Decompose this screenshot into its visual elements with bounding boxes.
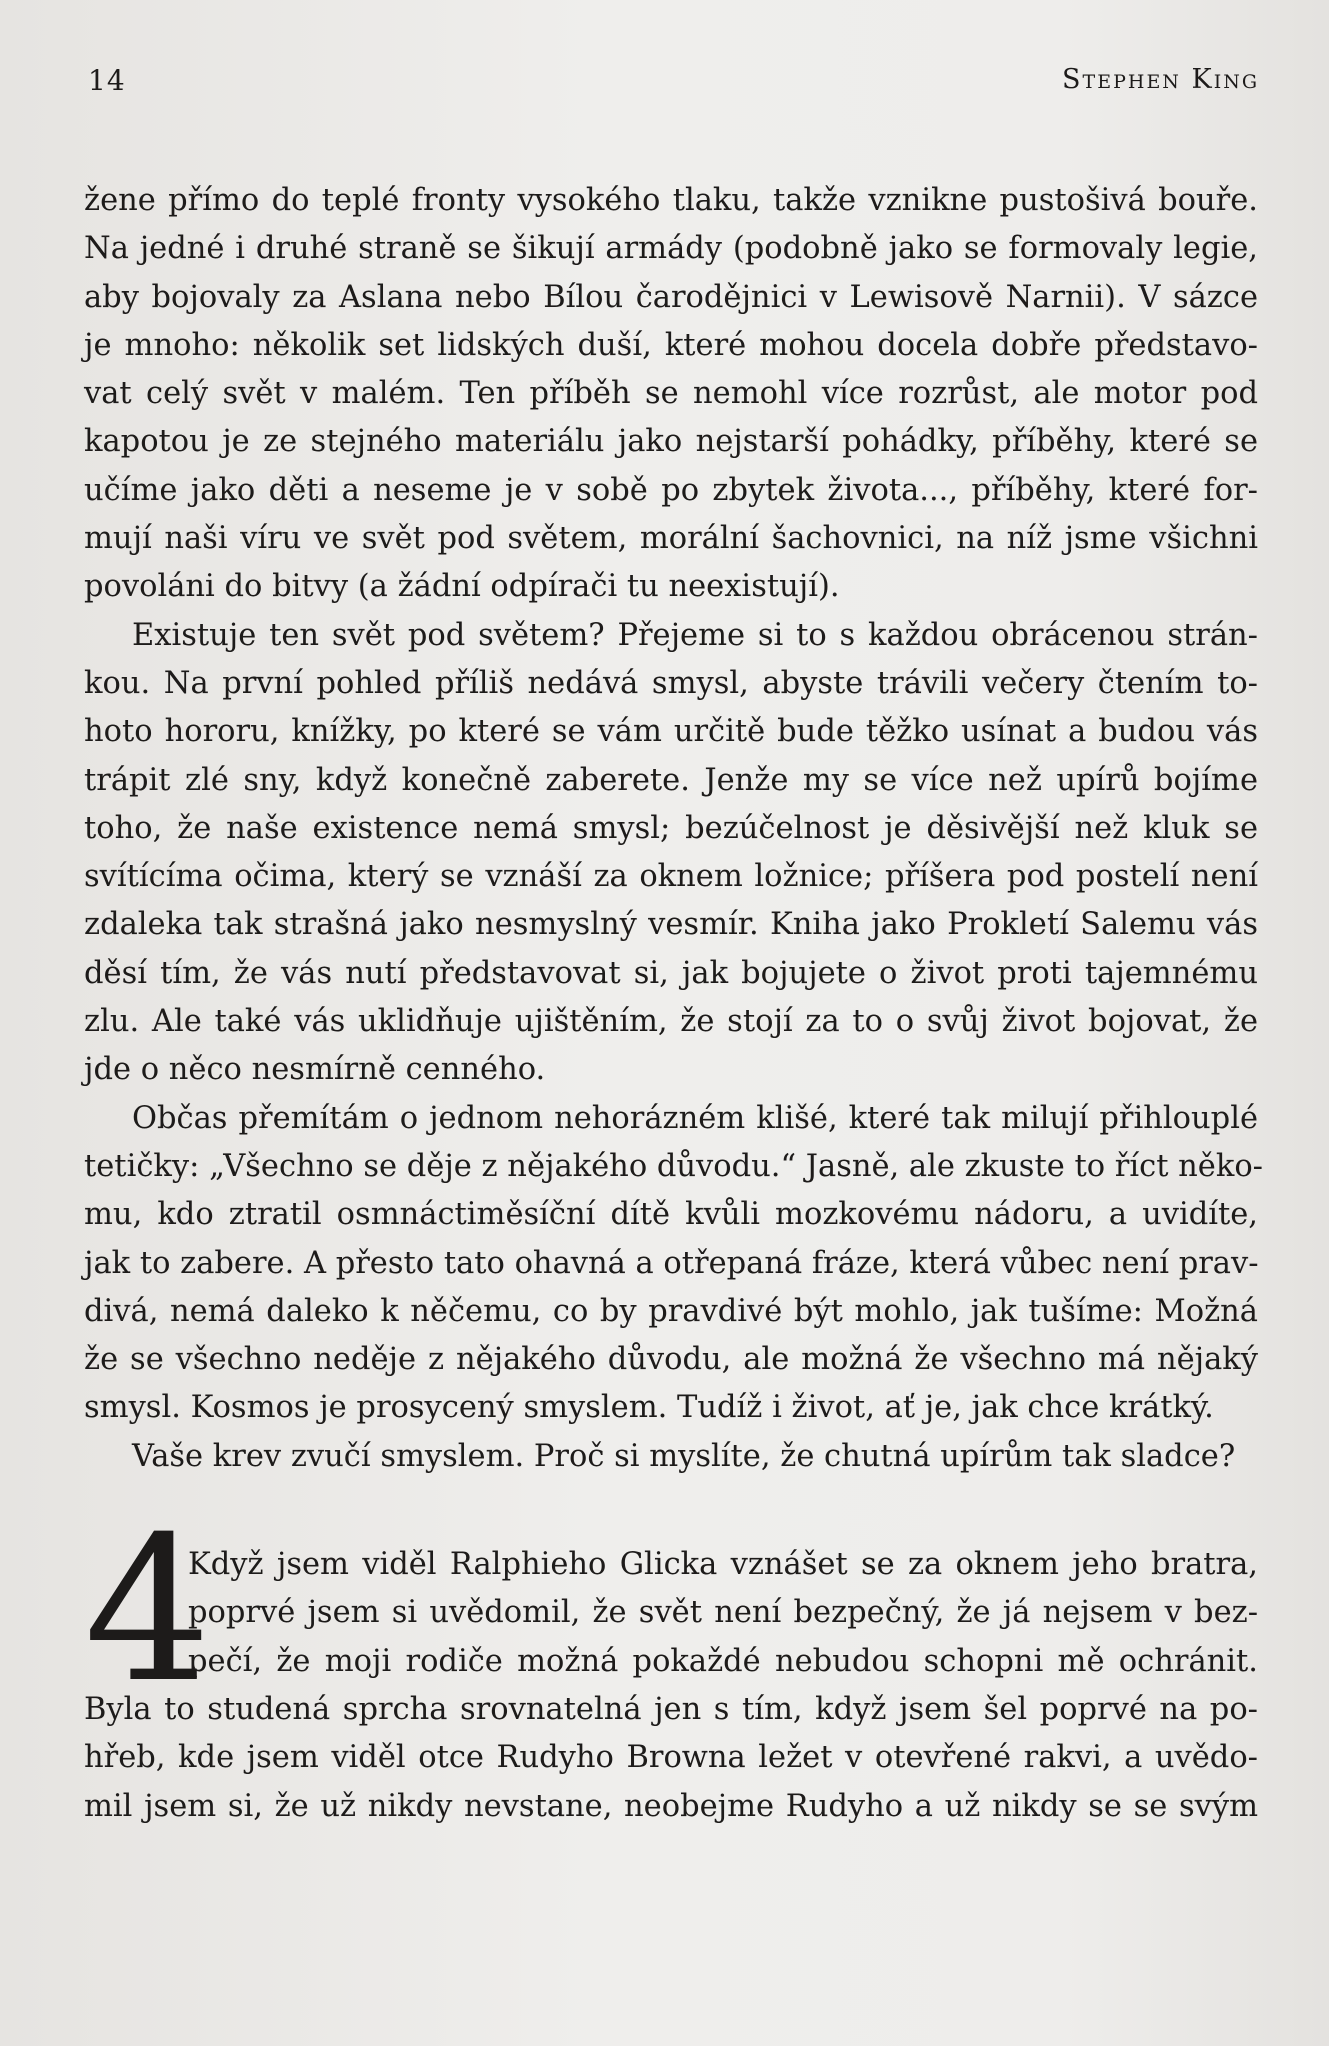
text-line: hoto hororu, knížky, po které se vám určitě bude těžko usínat a budou vás [84, 714, 1258, 750]
text-line: trápit zlé sny, když konečně zaberete. Jenže my se více než upírů bojíme [84, 762, 1258, 798]
text-line: zdaleka tak strašná jako nesmyslný vesmír. Kniha jako Prokletí Salemu vás [84, 907, 1258, 943]
running-head: Stephen King [1062, 64, 1259, 95]
text-line: hřeb, kde jsem viděl otce Rudyho Browna ležet v otevřené rakvi, a uvědo- [84, 1740, 1258, 1776]
text-line: žene přímo do teplé fronty vysokého tlaku, takže vznikne pustošivá bouře. [84, 183, 1258, 218]
chapter-number: 4 [84, 1494, 212, 1728]
text-line: zlu. Ale také vás uklidňuje ujištěním, že stojí za to o svůj život bojovat, že [84, 1004, 1258, 1040]
text-line: divá, nemá daleko k něčemu, co by pravdivé být mohlo, jak tušíme: Možná [84, 1293, 1258, 1329]
text-line: Vaše krev zvučí smyslem. Proč si myslíte, že chutná upírům tak sladce? [132, 1438, 1236, 1474]
chapter-section [84, 1494, 1258, 1831]
text-line: jak to zabere. A přesto tato ohavná a otřepaná fráze, která vůbec není prav- [84, 1245, 1259, 1281]
page-number: 14 [88, 64, 126, 97]
text-line: pečí, že moji rodiče možná pokaždé nebudou schopni mě ochránit. [188, 1643, 1258, 1679]
text-line: vat celý svět v malém. Ten příběh se nemohl více rozrůst, ale motor pod [84, 376, 1258, 412]
text-line: Byla to studená sprcha srovnatelná jen s tím, když jsem šel poprvé na po- [84, 1691, 1258, 1727]
text-line: kou. Na první pohled příliš nedává smysl, abyste trávili večery čtením to- [84, 665, 1258, 701]
section-gap [84, 1481, 1258, 1541]
text-line: tetičky: „Všechno se děje z nějakého důvodu.“ Jasně, ale zkuste to říct něko- [84, 1148, 1263, 1184]
text-line: kapotou je ze stejného materiálu jako nejstarší pohádky, příběhy, které se [84, 424, 1258, 460]
text-line: mu, kdo ztratil osmnáctiměsíční dítě kvůli mozkovému nádoru, a uvidíte, [84, 1197, 1258, 1233]
text-line: Občas přemítám o jednom nehorázném klišé, které tak milují přihlouplé [132, 1100, 1258, 1136]
text-line: je mnoho: několik set lidských duší, které mohou docela dobře představo- [84, 327, 1258, 363]
text-line: svítícíma očima, který se vznáší za oknem ložnice; příšera pod postelí není [84, 859, 1258, 895]
text-line: toho, že naše existence nemá smysl; bezúčelnost je děsivější než kluk se [84, 810, 1258, 846]
body-text [84, 177, 1263, 1831]
text-line: že se všechno neděje z nějakého důvodu, ale možná že všechno má nějaký [84, 1342, 1258, 1378]
text-line: smysl. Kosmos je prosycený smyslem. Tudíž i život, ať je, jak chce krátký. [84, 1390, 1214, 1426]
text-line: učíme jako děti a neseme je v sobě po zbytek života..., příběhy, které for- [84, 472, 1258, 508]
text-line: Na jedné i druhé straně se šikují armády (podobně jako se formovaly legie, [84, 231, 1258, 267]
text-line: poprvé jsem si uvědomil, že svět není bezpečný, že já nejsem v bez- [188, 1595, 1258, 1631]
text-line: mují naši víru ve svět pod světem, morální šachovnici, na níž jsme všichni [84, 521, 1258, 557]
text-line: aby bojovaly za Aslana nebo Bílou čarodějnici v Lewisově Narnii). V sázce [84, 279, 1258, 315]
text-line: povoláni do bitvy (a žádní odpírači tu neexistují). [84, 569, 840, 605]
text-line: Existuje ten svět pod světem? Přejeme si to s každou obrácenou strán- [132, 617, 1258, 653]
text-line: děsí tím, že vás nutí představovat si, jak bojujete o život proti tajemnému [84, 955, 1258, 991]
text-line: jde o něco nesmírně cenného. [84, 1052, 546, 1088]
text-line: mil jsem si, že už nikdy nevstane, neobejme Rudyho a už nikdy se se svým [84, 1788, 1258, 1824]
text-line: Když jsem viděl Ralphieho Glicka vznášet se za oknem jeho bratra, [188, 1547, 1258, 1583]
